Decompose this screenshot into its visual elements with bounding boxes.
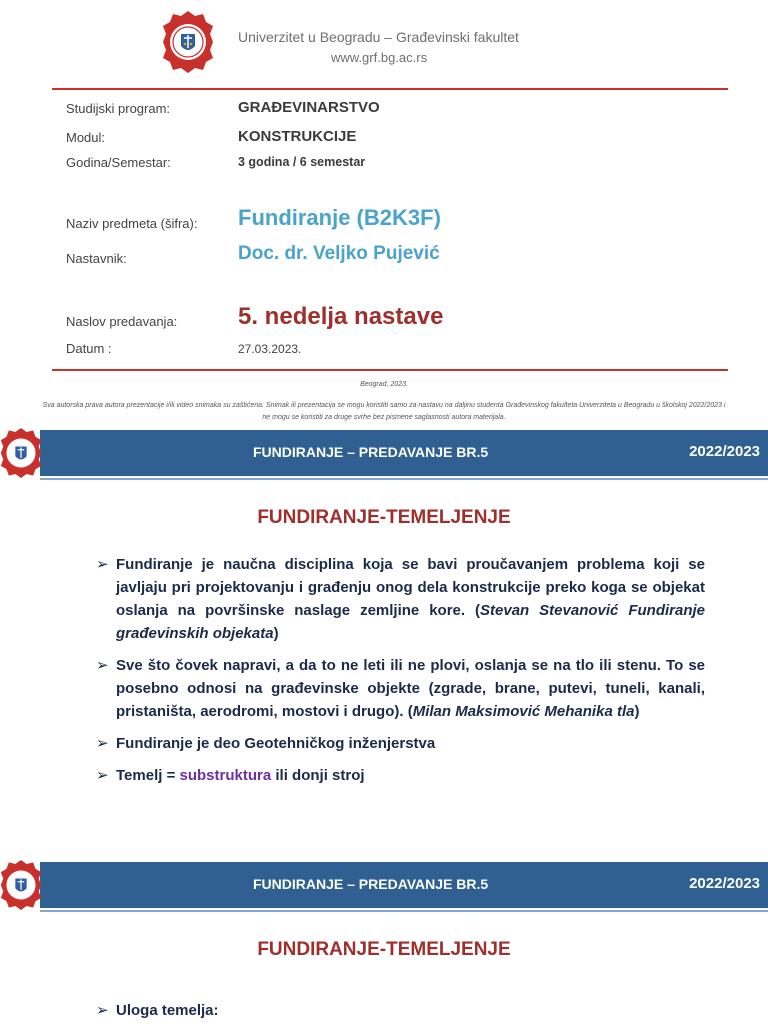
header-underline bbox=[40, 910, 768, 912]
bullet-text: Uloga temelja: bbox=[116, 1002, 219, 1019]
university-seal-icon bbox=[162, 10, 214, 74]
header-year: 2022/2023 bbox=[689, 443, 760, 460]
year-value: 3 godina / 6 semestar bbox=[238, 155, 366, 169]
slide-title: FUNDIRANJE-TEMELJENJE bbox=[257, 507, 511, 528]
university-seal-icon bbox=[0, 427, 42, 479]
header-underline bbox=[40, 478, 768, 480]
list-item bbox=[96, 764, 705, 787]
lecture-value: 5. nedelja nastave bbox=[238, 303, 444, 330]
header-title: FUNDIRANJE – PREDAVANJE BR.5 bbox=[253, 876, 489, 892]
university-name: Univerzitet u Beogradu – Građevinski fakultet bbox=[238, 29, 519, 45]
date-label: Datum : bbox=[66, 341, 112, 356]
bullet-text-end: ili donji stroj bbox=[271, 767, 365, 784]
bullet-text: Fundiranje je deo Geotehničkog inženjerstva bbox=[116, 735, 436, 752]
teacher-label: Nastavnik: bbox=[66, 251, 127, 266]
course-value: Fundiranje (B2K3F) bbox=[238, 205, 441, 230]
list-item bbox=[96, 732, 705, 755]
module-label: Modul: bbox=[66, 130, 106, 145]
bullet-reference: Milan Maksimović Mehanika tla bbox=[412, 703, 635, 720]
year-label: Godina/Semestar: bbox=[66, 155, 171, 170]
bullet-reference: Stevan Stevanović Fundiranje građevinskih objekata bbox=[116, 602, 706, 642]
bullet-text: Sve što čovek napravi, a da to ne leti ili ne plovi, oslanja se na tlo ili stenu. To se posebno odnosi na građevinske objekte (zgrade, brane, putevi, tuneli, kanali, pristaništa, aerodromi, mostovi i drugo). ( bbox=[116, 657, 705, 720]
bullet-text: Fundiranje je naučna disciplina koja se bavi proučavanjem problema koji se javljaju pri projektovanju i građenju onog dela konstrukcije preko koga se objekat oslanja na površinske naslage zemljine kore. ( bbox=[116, 556, 705, 619]
list-item bbox=[96, 999, 705, 1022]
arrow-bullet-icon: ➢ bbox=[96, 556, 109, 573]
module-value: KONSTRUKCIJE bbox=[238, 128, 357, 145]
slide-header bbox=[0, 430, 768, 476]
arrow-bullet-icon: ➢ bbox=[96, 1002, 109, 1019]
bullet-text-end: ) bbox=[273, 625, 279, 642]
arrow-bullet-icon: ➢ bbox=[96, 657, 109, 674]
list-item bbox=[96, 553, 705, 645]
title-slide bbox=[0, 0, 768, 430]
divider bbox=[52, 369, 728, 371]
date-value: 27.03.2023. bbox=[238, 342, 302, 356]
header-title: FUNDIRANJE – PREDAVANJE BR.5 bbox=[253, 444, 489, 460]
header-year: 2022/2023 bbox=[689, 875, 760, 892]
slide-title: FUNDIRANJE-TEMELJENJE bbox=[257, 939, 511, 960]
bullet-text-end: ) bbox=[634, 703, 640, 720]
lecture-label: Naslov predavanja: bbox=[66, 314, 178, 329]
arrow-bullet-icon: ➢ bbox=[96, 735, 109, 752]
program-label: Studijski program: bbox=[66, 101, 171, 116]
place-date: Beograd, 2023. bbox=[360, 381, 408, 388]
arrow-bullet-icon: ➢ bbox=[96, 767, 109, 784]
university-url: www.grf.bg.ac.rs bbox=[331, 50, 428, 65]
bullet-text: Temelj = bbox=[116, 767, 180, 784]
list-item bbox=[96, 654, 705, 723]
slide-header bbox=[0, 862, 768, 908]
bullet-list bbox=[96, 999, 705, 1024]
highlighted-term: substruktura bbox=[179, 767, 272, 784]
teacher-value: Doc. dr. Veljko Pujević bbox=[238, 243, 440, 264]
copyright-notice: Sva autorska prava autora prezentacije i/ili video snimaka su zaštićena. Snimak ili prezentacija se mogu koristiti samo za nastavu na daljinu studenta Građevinskog fakulteta Univerziteta u Beogradu u školskoj 2022/2023 i ne mogu se koristiti za druge svrhe bez pismene saglasnosti autora materijala. bbox=[42, 402, 726, 421]
university-seal-icon bbox=[0, 859, 42, 911]
program-value: GRAĐEVINARSTVO bbox=[238, 99, 380, 116]
bullet-list bbox=[96, 553, 705, 796]
course-label: Naziv predmeta (šifra): bbox=[66, 216, 198, 231]
divider bbox=[52, 88, 728, 90]
